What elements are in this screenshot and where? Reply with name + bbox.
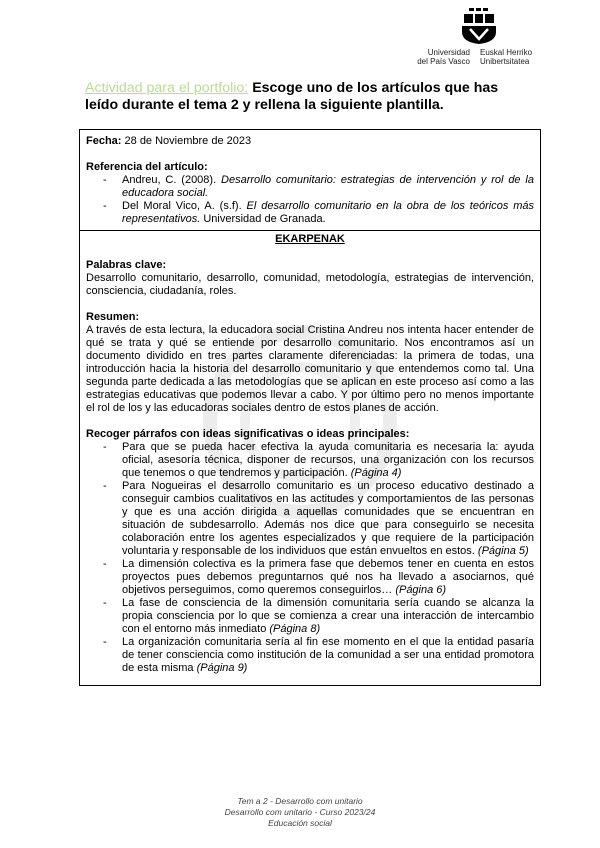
idea-item: - La organización comunitaria sería al fin ese momento en el que la entidad pasaría de tener consciencia como institución de la comunidad a ser una entidad promotora de esta misma (Página 9) [103, 636, 534, 675]
ideas-list [86, 441, 534, 675]
keywords-text: Desarrollo comunitario, desarrollo, comunidad, metodología, estrategias de intervención, consciencia, ciudadanía, roles. [86, 272, 534, 297]
university-emblem-icon [460, 8, 498, 44]
date-label: Fecha: [86, 135, 122, 147]
idea-item: - Para Nogueiras el desarrollo comunitario es un proceso educativo destinado a conseguir cambios cualitativos en las actitudes y comportamientos de las personas y que es una acción dirigida a aquellas comunidades que se encuentran en situación de subdesarrollo. Además nos dice que para conseguirlo se necesita colaboración entre los agentes especializados y que requiere de la participación voluntaria y responsable de los individuos que están envueltos en estos. (Página 5) [103, 480, 534, 558]
reference-section [80, 130, 540, 231]
idea-item: - Para que se pueda hacer efectiva la ayuda comunitaria es necesaria la: ayuda oficial, asesoría técnica, disponer de recursos, una organización con los recursos que tenemos o que tendremos y participación. (Página 4) [103, 441, 534, 480]
date-line [86, 135, 534, 148]
activity-instruction: Escoge uno de los artículos que has leído durante el tema 2 y rellena la siguiente plantilla. [85, 80, 499, 113]
portfolio-template [79, 129, 541, 686]
university-name-es: Universidad del País Vasco [417, 48, 470, 66]
footer-degree: Educación social [268, 818, 332, 828]
reference-label: Referencia del artículo: [86, 161, 208, 173]
university-logo [414, 8, 544, 70]
reference-list [86, 174, 534, 226]
date-value: 28 de Noviembre de 2023 [121, 135, 252, 147]
reference-item: - Andreu, C. (2008). Desarrollo comunitario: estrategias de intervención y rol de la educadora social. [103, 174, 534, 200]
activity-lead-link: Actividad para el portfolio: [85, 80, 249, 96]
section-title: EKARPENAK [275, 233, 345, 245]
page-footer [150, 796, 450, 829]
activity-heading [85, 80, 535, 114]
reference-item: - Del Moral Vico, A. (s.f). El desarrollo comunitario en la obra de los teóricos más representativos. Universidad de Granada. [103, 200, 534, 226]
idea-item: - La dimensión colectiva es la primera fase que debemos tener en cuenta en estos proyectos pues debemos preguntarnos qué nos ha llevado a asociarnos, qué objetivos perseguimos, como queremos conseguirlos… (Página 6) [103, 558, 534, 597]
idea-item: - La fase de consciencia de la dimensión comunitaria sería cuando se alcanza la propia consciencia por lo que se comienza a crear una interacción de intercambio con el entorno más inmediato (Página 8) [103, 597, 534, 636]
summary-text: A través de esta lectura, la educadora social Cristina Andreu nos intenta hacer entender de qué se trata y qué se entiende por desarrollo comunitario. Nos encontramos así un documento dividido en tres partes claramente diferenciadas: la primera de todas, una introducción hacia la historia del desarrollo comunitario y que entendemos como tal. Una segunda parte dedicada a las metodologías que se aplican en este proceso así como a las estrategias educativas que podemos llevar a cabo. Y por último pero no menos importante el rol de los y las educadoras sociales dentro de estos planes de acción. [86, 324, 534, 414]
footer-course: Desarrollo com unitario - Curso 2023/24 [224, 807, 376, 817]
summary-label: Resumen: [86, 311, 140, 323]
keywords-label: Palabras clave: [86, 259, 167, 271]
footer-topic: Tem a 2 - Desarrollo com unitario [237, 796, 363, 806]
university-name-eu: Euskal Herriko Unibertsitatea [480, 48, 533, 66]
ideas-label: Recoger párrafos con ideas significativas o ideas principales: [86, 428, 410, 440]
contributions-section [80, 231, 540, 685]
